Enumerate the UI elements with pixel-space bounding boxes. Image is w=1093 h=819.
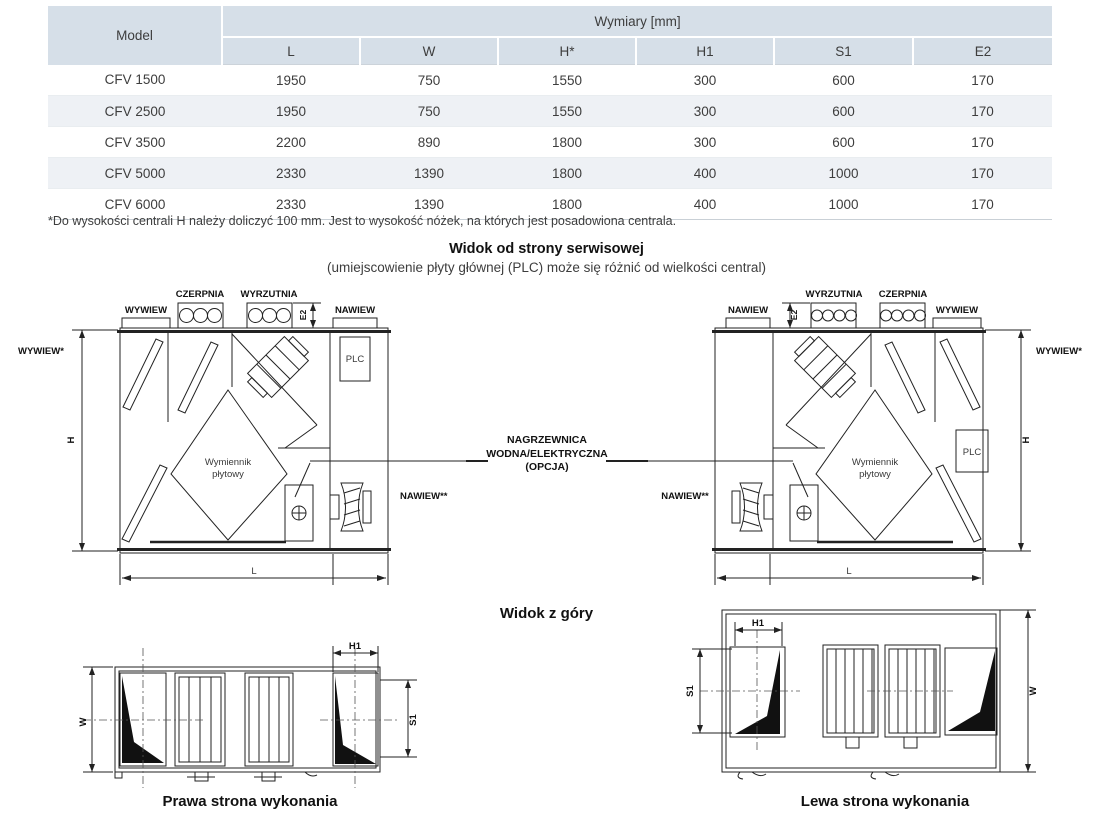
exchanger-section-1 (175, 673, 225, 766)
label-wyrzutnia: WYRZUTNIA (240, 289, 298, 300)
label-wywiew-star: WYWIEW* (1036, 346, 1082, 357)
exhaust-fan (243, 332, 312, 401)
label-plc: PLC (345, 354, 365, 365)
wymiary-group-header: Wymiary [mm] (222, 6, 1052, 37)
label-wywiew-star: WYWIEW* (18, 346, 64, 357)
label-wyrzutnia: WYRZUTNIA (805, 289, 863, 300)
dimensions-table-wrap (48, 6, 1052, 220)
label-wywiew: WYWIEW (124, 305, 168, 316)
h-dimension (72, 330, 118, 551)
service-view-right-diagram (640, 282, 1093, 600)
leader-line-left (466, 460, 488, 462)
fan-section-left (730, 647, 785, 737)
unit-shapes (72, 303, 470, 585)
caption-right-variant: Prawa strona wykonania (162, 793, 338, 810)
heater-note-line3: (OPCJA) (525, 461, 569, 473)
label-czerpnia: CZERPNIA (175, 289, 225, 300)
top-view-right-variant-diagram (55, 630, 445, 795)
model-cell: CFV 5000 (104, 165, 166, 181)
col-header-h1: H1 (636, 37, 774, 65)
caption-left-variant: Lewa strona wykonania (800, 793, 970, 810)
table-row: CFV 2500 1950 750 1550 300 600 170 (48, 96, 1052, 127)
footnote: *Do wysokości centrali H należy doliczyć 100 mm. Jest to wysokość nóżek, na których jest posadowiona centrala. (48, 214, 677, 228)
col-header-h: H* (498, 37, 636, 65)
heater-note-line1: NAGRZEWNICA (507, 434, 587, 446)
label-w: W (78, 717, 89, 727)
label-exchanger-2: płytowy (859, 469, 891, 480)
col-header-w: W (360, 37, 498, 65)
col-header-l: L (222, 37, 360, 65)
service-view-subtitle: (umiejscowienie płyty głównej (PLC) może się różnić od wielkości central) (327, 260, 766, 275)
exchanger-section-2 (245, 673, 293, 766)
table-row: CFV 5000 2330 1390 1800 400 1000 170 (48, 158, 1052, 189)
label-h1: H1 (751, 618, 765, 629)
table-row: CFV 1500 1950 750 1550 300 600 170 (48, 65, 1052, 96)
mirrored-unit-shapes (633, 303, 1031, 585)
col-header-e2: E2 (913, 37, 1052, 65)
label-e2: E2 (298, 309, 308, 321)
label-s1: S1 (685, 685, 696, 697)
heater-note-line2: WODNA/ELEKTRYCZNA (486, 447, 608, 460)
duct-circles (812, 310, 926, 321)
label-nawiew-2star: NAWIEW** (661, 491, 709, 502)
fan-section-right (333, 673, 378, 766)
top-view-left-variant-diagram (640, 600, 1093, 790)
label-h1: H1 (348, 641, 362, 652)
label-l: L (251, 566, 257, 577)
label-nawiew: NAWIEW (727, 305, 769, 316)
label-exchanger-1: Wymiennik (851, 457, 899, 468)
label-exchanger-1: Wymiennik (204, 457, 252, 468)
model-cell: CFV 2500 (104, 103, 166, 119)
label-plc: PLC (962, 447, 982, 458)
label-nawiew-2star: NAWIEW** (400, 491, 448, 502)
model-cell: CFV 6000 (104, 196, 166, 212)
label-s1: S1 (408, 714, 419, 726)
feet (738, 737, 917, 779)
label-czerpnia: CZERPNIA (878, 289, 928, 300)
label-e2: E2 (789, 309, 799, 321)
label-w: W (1028, 686, 1039, 696)
heater-option-note (470, 434, 624, 475)
dimensions-table (48, 6, 1052, 220)
top-view-shapes (83, 646, 417, 788)
model-cell: CFV 1500 (104, 72, 166, 88)
table-row: CFV 6000 2330 1390 1800 400 1000 170 (48, 189, 1052, 220)
fan-section-right (945, 648, 997, 735)
top-view-title: Widok z góry (499, 605, 594, 622)
service-view-left-diagram (10, 282, 470, 600)
label-h: H (66, 436, 77, 444)
label-l: L (846, 566, 852, 577)
table-row: CFV 3500 2200 890 1800 300 600 170 (48, 127, 1052, 158)
label-nawiew: NAWIEW (334, 305, 376, 316)
supply-fan (330, 483, 371, 531)
feet (115, 772, 317, 781)
top-view-shapes (692, 610, 1036, 779)
duct-circles (180, 309, 291, 323)
label-h: H (1021, 436, 1032, 444)
label-exchanger-2: płytowy (212, 469, 244, 480)
model-cell: CFV 3500 (104, 134, 166, 150)
label-wywiew: WYWIEW (935, 305, 979, 316)
service-view-title: Widok od strony serwisowej (449, 241, 644, 257)
col-header-s1: S1 (774, 37, 913, 65)
model-column-header: Model (48, 6, 222, 65)
